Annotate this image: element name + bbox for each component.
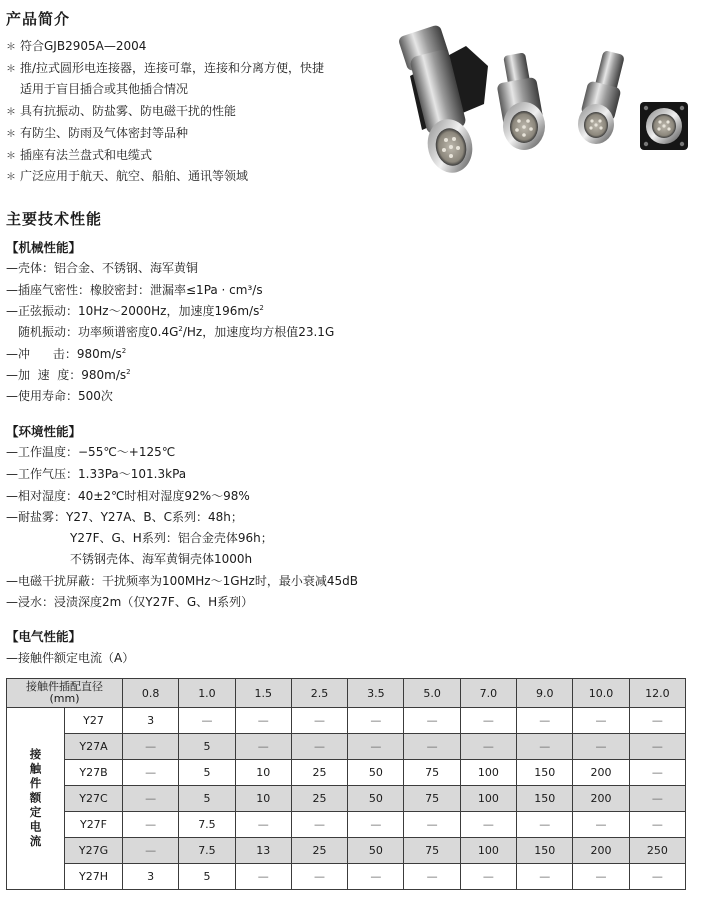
spec-salt-fog: —耐盐雾：Y27、Y27A、B、C系列：48h； [6,510,243,524]
connector-flange-receptacle [640,102,688,150]
diameter-header-cell: 10.0 [573,679,629,708]
intro-bullet: ＊ 插座有法兰盘式和电缆式 [6,147,152,165]
current-value-cell: 10 [235,760,291,786]
connector-slim [578,50,625,144]
spec-emi-shielding: —电磁干扰屏蔽：干扰频率为100MHz～1GHz时，最小衰减45dB [6,574,358,588]
current-value-cell: 3 [123,708,179,734]
intro-bullet-continuation: 适用于盲目插合或其他插合情况 [20,82,189,96]
current-value-cell: 150 [517,760,573,786]
asterisk-icon: ＊ [6,42,16,53]
current-value-cell: 13 [235,838,291,864]
current-value-cell: 5 [179,760,235,786]
current-value-cell: 100 [460,786,516,812]
current-value-cell: — [348,708,404,734]
current-value-cell: — [291,864,347,890]
current-value-cell: — [348,812,404,838]
current-value-cell: 75 [404,760,460,786]
spec-immersion: —浸水：浸渍深度2m（仅Y27F、G、H系列） [6,595,254,609]
model-cell: Y27H [65,864,123,890]
table-row [7,708,686,734]
current-value-cell: — [123,786,179,812]
rated-current-table-body [7,679,686,890]
current-value-cell: — [460,708,516,734]
rated-current-table [6,678,686,890]
current-value-cell: 3 [123,864,179,890]
current-value-cell: 200 [573,760,629,786]
table-row [7,812,686,838]
diameter-header-cell: 2.5 [291,679,347,708]
current-value-cell: — [517,864,573,890]
asterisk-icon: ＊ [6,107,16,118]
model-cell: Y27 [65,708,123,734]
intro-bullet: ＊ 有防尘、防雨及气体密封等品种 [6,125,188,143]
asterisk-icon: ＊ [6,172,16,183]
diameter-header-cell: 7.0 [460,679,516,708]
current-value-cell: — [123,734,179,760]
current-value-cell: 7.5 [179,812,235,838]
model-cell: Y27B [65,760,123,786]
spec-sine-vibration: —正弦振动：10Hz～2000Hz，加速度$196m/s^2$ [6,304,264,318]
spec-rated-current: —接触件额定电流（A） [6,651,135,665]
current-value-cell: — [235,708,291,734]
intro-bullet: ＊ 符合GJB2905A—2004 [6,38,146,56]
intro-bullet: ＊ 广泛应用于航天、航空、船舶、通讯等领域 [6,168,248,186]
current-value-cell: — [460,734,516,760]
current-value-cell: — [629,708,685,734]
current-value-cell: — [629,786,685,812]
specs-title: 主要技术性能 [6,210,103,228]
current-value-cell: — [123,812,179,838]
current-value-cell: — [291,734,347,760]
current-value-cell: 250 [629,838,685,864]
current-value-cell: — [517,708,573,734]
current-value-cell: — [404,812,460,838]
intro-title: 产品简介 [6,10,71,28]
current-value-cell: 5 [179,864,235,890]
current-value-cell: — [573,708,629,734]
table-side-label: 接触件额定电流 [7,708,65,890]
table-row [7,760,686,786]
current-value-cell: — [179,708,235,734]
spec-acceleration: —加 速 度：$980m/s^2$ [6,368,131,382]
table-header-row [7,679,686,708]
connector-product-photo [388,18,714,188]
current-value-cell: — [517,734,573,760]
current-value-cell: — [404,708,460,734]
current-value-cell: — [235,734,291,760]
mechanical-heading: 【机械性能】 [6,240,82,255]
current-value-cell: — [291,708,347,734]
current-value-cell: 5 [179,786,235,812]
diameter-header-cell: 5.0 [404,679,460,708]
current-value-cell: 150 [517,838,573,864]
current-value-cell: — [573,864,629,890]
intro-bullet: ＊ 具有抗振动、防盐雾、防电磁干扰的性能 [6,103,236,121]
diameter-header-cell: 9.0 [517,679,573,708]
table-row [7,786,686,812]
current-value-cell: 75 [404,786,460,812]
model-cell: Y27C [65,786,123,812]
current-value-cell: — [348,864,404,890]
diameter-header-cell: 0.8 [123,679,179,708]
model-cell: Y27F [65,812,123,838]
current-value-cell: — [629,734,685,760]
asterisk-icon: ＊ [6,64,16,75]
table-row [7,838,686,864]
current-value-cell: — [348,734,404,760]
spec-salt-fog-line2: Y27F、G、H系列：铝合金壳体96h； [70,531,273,545]
spec-shock: —冲 击：$980m/s^2$ [6,347,127,361]
diameter-header-cell: 1.5 [235,679,291,708]
current-value-cell: 200 [573,838,629,864]
current-value-cell: 100 [460,838,516,864]
current-value-cell: 10 [235,786,291,812]
current-value-cell: — [573,734,629,760]
current-value-cell: — [291,812,347,838]
spec-humidity: —相对湿度：40±2℃时相对湿度92%～98% [6,489,250,503]
current-value-cell: 75 [404,838,460,864]
connector-medium [496,52,545,150]
current-value-cell: 25 [291,838,347,864]
current-value-cell: — [235,812,291,838]
current-value-cell: — [573,812,629,838]
current-value-cell: — [123,760,179,786]
current-value-cell: 50 [348,838,404,864]
spec-pressure: —工作气压：1.33Pa～101.3kPa [6,467,187,481]
spec-salt-fog-line3: 不锈钢壳体、海军黄铜壳体1000h [70,552,253,566]
table-row [7,734,686,760]
spec-temperature: —工作温度：−55℃～+125℃ [6,445,176,459]
model-cell: Y27G [65,838,123,864]
current-value-cell: — [517,812,573,838]
current-value-cell: — [629,864,685,890]
current-value-cell: 100 [460,760,516,786]
electrical-heading: 【电气性能】 [6,629,82,644]
diameter-header-cell: 12.0 [629,679,685,708]
spec-shell: —壳体：铝合金、不锈钢、海军黄铜 [6,261,199,275]
spec-life: —使用寿命：500次 [6,389,113,403]
current-value-cell: 50 [348,760,404,786]
current-value-cell: 25 [291,760,347,786]
current-value-cell: 150 [517,786,573,812]
diameter-header-cell: 3.5 [348,679,404,708]
spec-seal: —插座气密性：橡胶密封：泄漏率≤1Pa · cm³/s [6,283,263,297]
current-value-cell: 50 [348,786,404,812]
current-value-cell: — [404,734,460,760]
table-corner-header: 接触件插配直径 (mm) [7,679,123,708]
current-value-cell: — [235,864,291,890]
current-value-cell: — [460,864,516,890]
spec-random-vibration: 随机振动：功率频谱密度$0.4G^2/Hz$，加速度均方根值23.1G [18,325,335,339]
current-value-cell: 5 [179,734,235,760]
intro-bullet: ＊ 推/拉式圆形电连接器，连接可靠，连接和分离方便，快捷 [6,60,324,78]
current-value-cell: 25 [291,786,347,812]
connector-large [398,24,488,177]
diameter-header-cell: 1.0 [179,679,235,708]
model-cell: Y27A [65,734,123,760]
current-value-cell: — [629,760,685,786]
current-value-cell: — [460,812,516,838]
current-value-cell: — [123,838,179,864]
asterisk-icon: ＊ [6,151,16,162]
current-value-cell: — [629,812,685,838]
current-value-cell: 7.5 [179,838,235,864]
table-row [7,864,686,890]
current-value-cell: 200 [573,786,629,812]
current-value-cell: — [404,864,460,890]
asterisk-icon: ＊ [6,129,16,140]
environmental-heading: 【环境性能】 [6,424,82,439]
